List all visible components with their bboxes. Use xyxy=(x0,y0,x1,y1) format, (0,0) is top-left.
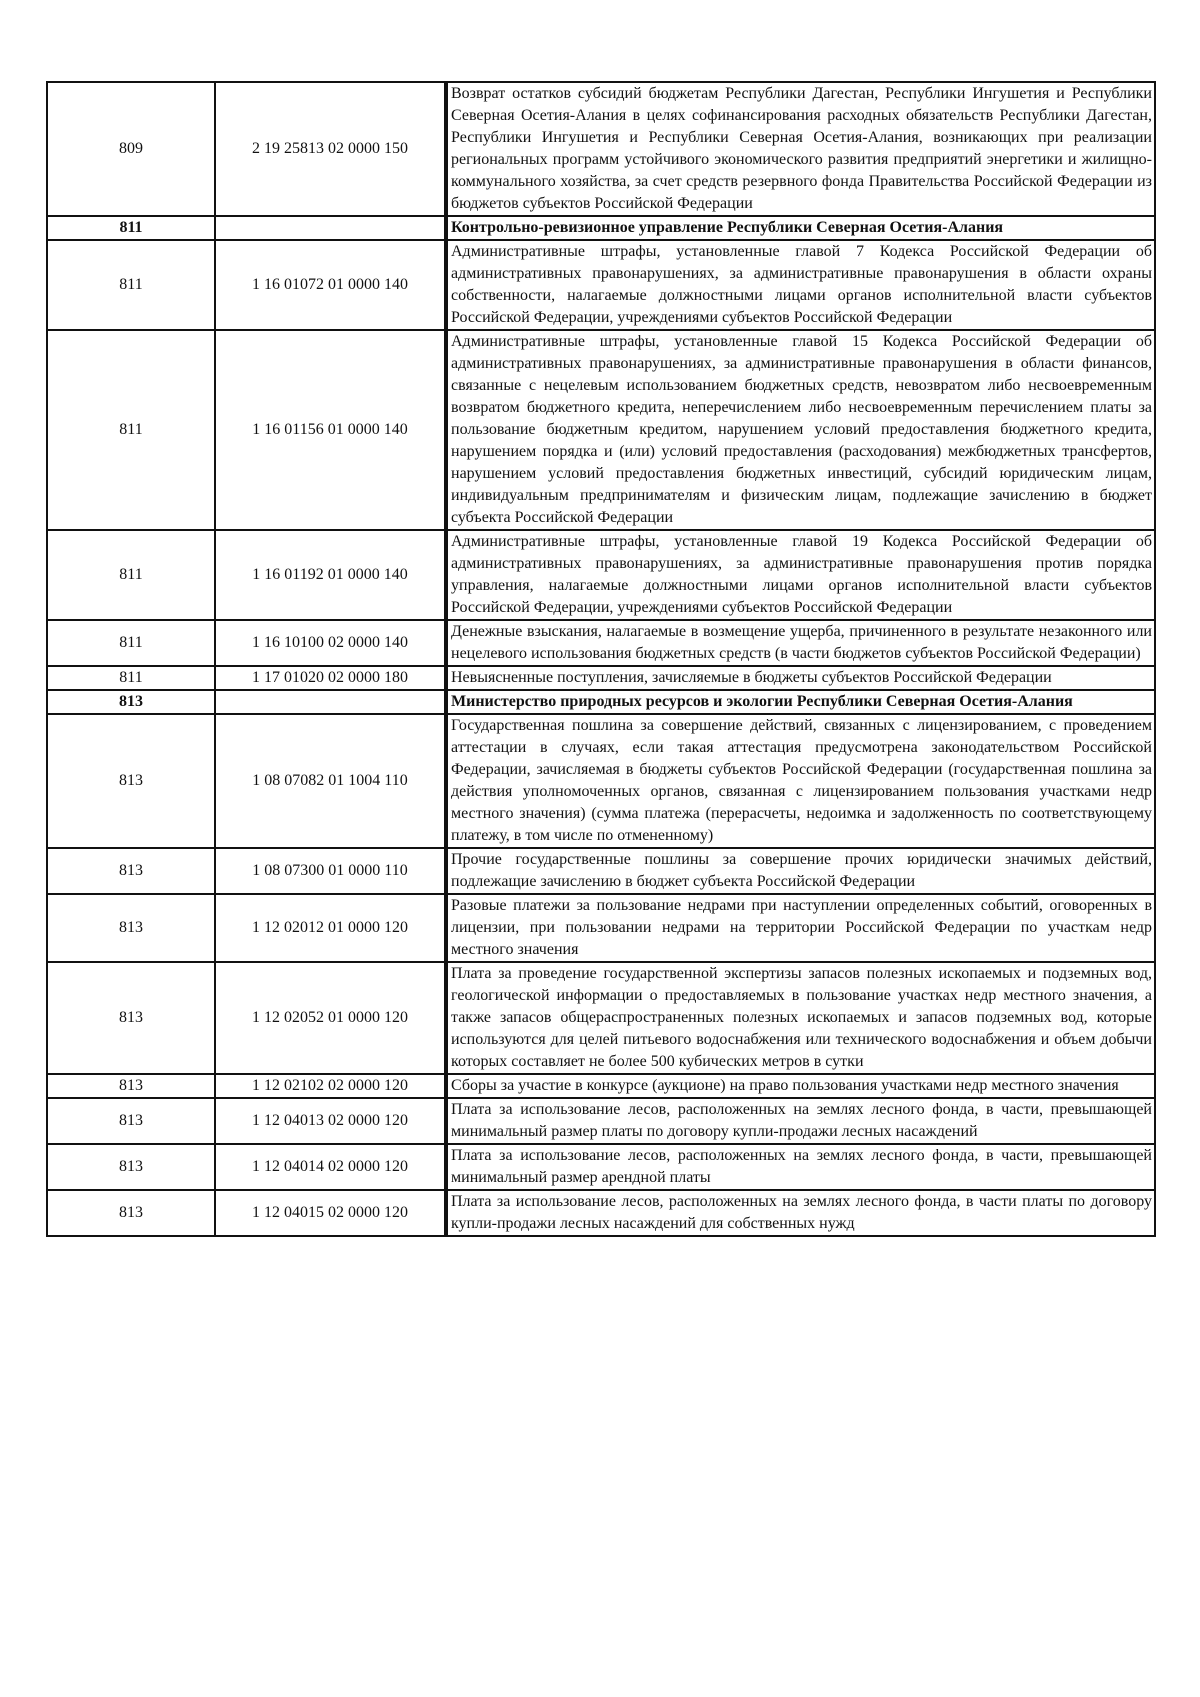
revenue-name-cell: Денежные взыскания, налагаемые в возмещение ущерба, причиненного в результате незаконного или нецелевого использования бюджетных средств (в части бюджетов субъектов Российской Федерации) xyxy=(446,620,1155,666)
table-body xyxy=(47,82,1155,1236)
table-row xyxy=(47,330,1155,530)
revenue-code-cell: 1 12 04013 02 0000 120 xyxy=(215,1098,446,1144)
revenue-code-cell xyxy=(215,216,446,240)
revenue-code-cell: 1 12 04014 02 0000 120 xyxy=(215,1144,446,1190)
admin-code-cell: 813 xyxy=(47,1098,215,1144)
revenue-name-cell: Прочие государственные пошлины за совершение прочих юридически значимых действий, подлежащие зачислению в бюджет субъекта Российской Федерации xyxy=(446,848,1155,894)
revenue-code-cell: 1 16 01072 01 0000 140 xyxy=(215,240,446,330)
revenue-code-cell: 1 16 01192 01 0000 140 xyxy=(215,530,446,620)
table-row xyxy=(47,530,1155,620)
table-row xyxy=(47,82,1155,216)
revenue-name-cell: Плата за проведение государственной экспертизы запасов полезных ископаемых и подземных вод, геологической информации о предоставляемых в пользование участках недр местного значения, а также запасов общераспространенных полезных ископаемых и запасов подземных вод, которые используются для целей питьевого водоснабжения или технического водоснабжения и объем добычи которых составляет не более 500 кубических метров в сутки xyxy=(446,962,1155,1074)
admin-code-cell: 813 xyxy=(47,848,215,894)
admin-code-cell: 813 xyxy=(47,714,215,848)
admin-code-cell: 813 xyxy=(47,690,215,714)
admin-code-cell: 813 xyxy=(47,1144,215,1190)
revenue-name-cell: Возврат остатков субсидий бюджетам Республики Дагестан, Республики Ингушетия и Республики Северная Осетия-Алания в целях софинансирования расходных обязательств Республики Дагестан, Республики Ингушетия и Республики Северная Осетия-Алания, возникающих при реализации региональных программ устойчивого экономического развития предприятий энергетики и жилищно-коммунального хозяйства, за счет средств резервного фонда Правительства Российской Федерации из бюджетов субъектов Российской Федерации xyxy=(446,82,1155,216)
revenue-name-cell: Разовые платежи за пользование недрами при наступлении определенных событий, оговоренных в лицензии, при пользовании недрами на территории Российской Федерации по участкам недр местного значения xyxy=(446,894,1155,962)
revenue-name-cell: Плата за использование лесов, расположенных на землях лесного фонда, в части, превышающей минимальный размер платы по договору купли-продажи лесных насаждений xyxy=(446,1098,1155,1144)
table-row xyxy=(47,666,1155,690)
admin-code-cell: 813 xyxy=(47,1190,215,1236)
admin-code-cell: 809 xyxy=(47,82,215,216)
admin-code-cell: 811 xyxy=(47,620,215,666)
revenue-code-cell: 1 16 01156 01 0000 140 xyxy=(215,330,446,530)
table-row xyxy=(47,714,1155,848)
revenue-code-cell: 1 08 07082 01 1004 110 xyxy=(215,714,446,848)
revenue-name-cell: Административные штрафы, установленные главой 19 Кодекса Российской Федерации об административных правонарушениях, за административные правонарушения против порядка управления, налагаемые должностными лицами органов исполнительной власти субъектов Российской Федерации, учреждениями субъектов Российской Федерации xyxy=(446,530,1155,620)
table-row xyxy=(47,848,1155,894)
table-row xyxy=(47,1190,1155,1236)
revenue-name-cell: Административные штрафы, установленные главой 7 Кодекса Российской Федерации об административных правонарушениях, за административные правонарушения в области охраны собственности, налагаемые должностными лицами органов исполнительной власти субъектов Российской Федерации, учреждениями субъектов Российской Федерации xyxy=(446,240,1155,330)
revenue-code-cell: 1 08 07300 01 0000 110 xyxy=(215,848,446,894)
revenue-codes-table xyxy=(46,81,1156,1237)
revenue-code-cell xyxy=(215,690,446,714)
admin-code-cell: 811 xyxy=(47,666,215,690)
revenue-name-cell: Плата за использование лесов, расположенных на землях лесного фонда, в части, превышающей минимальный размер арендной платы xyxy=(446,1144,1155,1190)
revenue-code-cell: 1 17 01020 02 0000 180 xyxy=(215,666,446,690)
admin-code-cell: 813 xyxy=(47,962,215,1074)
revenue-name-cell: Плата за использование лесов, расположенных на землях лесного фонда, в части платы по договору купли-продажи лесных насаждений для собственных нужд xyxy=(446,1190,1155,1236)
table-row xyxy=(47,962,1155,1074)
revenue-code-cell: 1 12 02102 02 0000 120 xyxy=(215,1074,446,1098)
revenue-code-cell: 1 12 04015 02 0000 120 xyxy=(215,1190,446,1236)
revenue-name-cell: Министерство природных ресурсов и экологии Республики Северная Осетия-Алания xyxy=(446,690,1155,714)
revenue-code-cell: 2 19 25813 02 0000 150 xyxy=(215,82,446,216)
admin-code-cell: 813 xyxy=(47,894,215,962)
revenue-name-cell: Контрольно-ревизионное управление Республики Северная Осетия-Алания xyxy=(446,216,1155,240)
admin-code-cell: 813 xyxy=(47,1074,215,1098)
table-row xyxy=(47,1074,1155,1098)
admin-code-cell: 811 xyxy=(47,530,215,620)
revenue-name-cell: Государственная пошлина за совершение действий, связанных с лицензированием, с проведением аттестации в случаях, если такая аттестация предусмотрена законодательством Российской Федерации, зачисляемая в бюджеты субъектов Российской Федерации (государственная пошлина за действия уполномоченных органов, связанная с лицензированием пользования участками недр местного значения) (сумма платежа (перерасчеты, недоимка и задолженность по соответствующему платежу, в том числе по отмененному) xyxy=(446,714,1155,848)
group-header-row xyxy=(47,690,1155,714)
table-row xyxy=(47,894,1155,962)
revenue-code-cell: 1 16 10100 02 0000 140 xyxy=(215,620,446,666)
table-row xyxy=(47,1144,1155,1190)
revenue-code-cell: 1 12 02012 01 0000 120 xyxy=(215,894,446,962)
admin-code-cell: 811 xyxy=(47,240,215,330)
revenue-name-cell: Невыясненные поступления, зачисляемые в бюджеты субъектов Российской Федерации xyxy=(446,666,1155,690)
table-row xyxy=(47,1098,1155,1144)
group-header-row xyxy=(47,216,1155,240)
table-row xyxy=(47,620,1155,666)
table-row xyxy=(47,240,1155,330)
admin-code-cell: 811 xyxy=(47,330,215,530)
revenue-code-cell: 1 12 02052 01 0000 120 xyxy=(215,962,446,1074)
admin-code-cell: 811 xyxy=(47,216,215,240)
revenue-name-cell: Сборы за участие в конкурсе (аукционе) на право пользования участками недр местного значения xyxy=(446,1074,1155,1098)
revenue-name-cell: Административные штрафы, установленные главой 15 Кодекса Российской Федерации об административных правонарушениях, за административные правонарушения в области финансов, связанные с нецелевым использованием бюджетных средств, невозвратом либо несвоевременным возвратом бюджетного кредита, неперечислением либо несвоевременным перечислением платы за пользование бюджетным кредитом, нарушением условий предоставления бюджетного кредита, нарушением порядка и (или) условий предоставления (расходования) межбюджетных трансфертов, нарушением условий предоставления бюджетных инвестиций, субсидий юридическим лицам, индивидуальным предпринимателям и физическим лицам, подлежащие зачислению в бюджет субъекта Российской Федерации xyxy=(446,330,1155,530)
